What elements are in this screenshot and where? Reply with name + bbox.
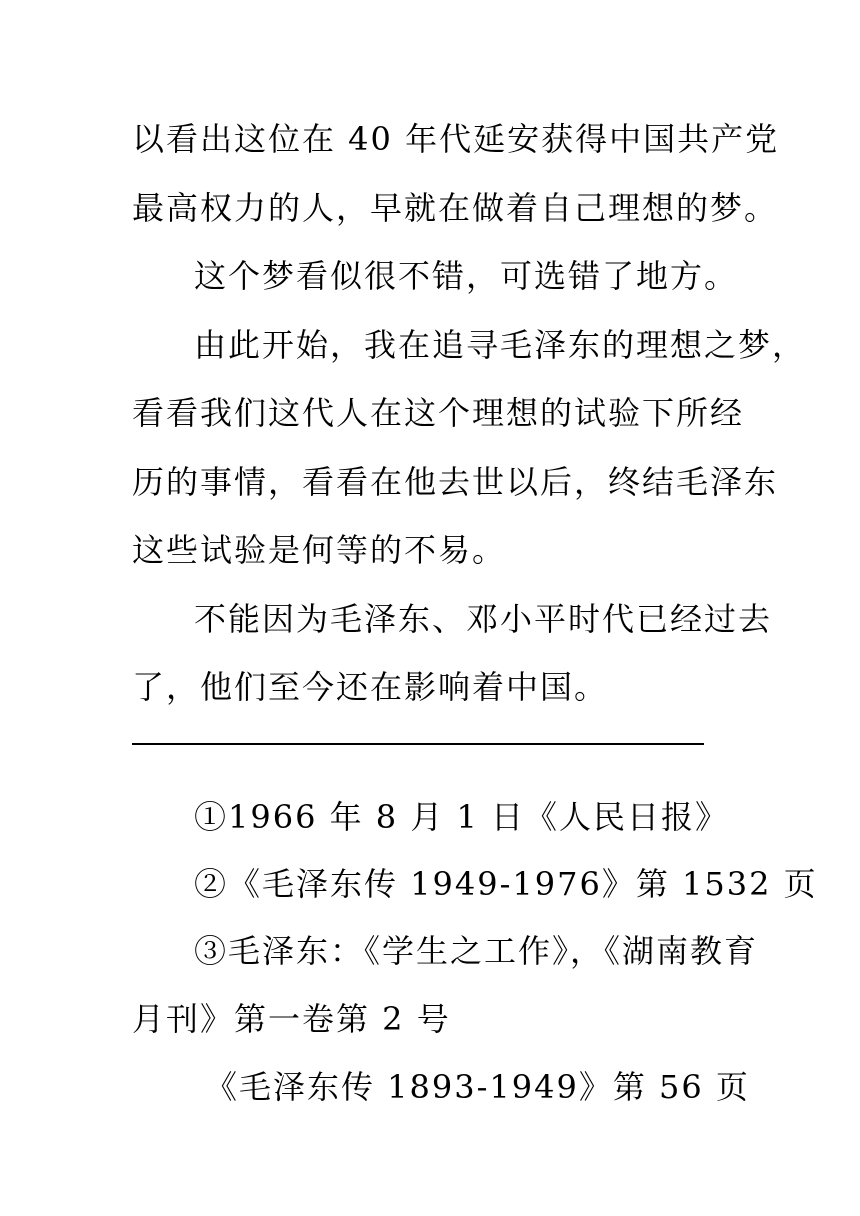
footnote-line: ①1966 年 8 月 1 日《人民日报》 [194,798,730,836]
footnote-line: ③毛泽东：《学生之工作》，《湖南教育 [194,932,759,970]
body-line: 历的事情，看看在他去世以后，终结毛泽东 [132,463,779,501]
body-line: 这些试验是何等的不易。 [132,531,507,569]
body-line: 看看我们这代人在这个理想的试验下所经 [132,394,745,432]
body-line: 以看出这位在 40 年代延安获得中国共产党 [132,120,780,158]
footnote-line: 《毛泽东传 1893-1949》第 56 页 [205,1068,750,1106]
footnote-line: 月刊》第一卷第 2 号 [132,1000,451,1038]
body-line: 了，他们至今还在影响着中国。 [132,668,609,706]
body-line: 最高权力的人，早就在做着自己理想的梦。 [132,189,779,227]
body-line: 不能因为毛泽东、邓小平时代已经过去 [194,600,773,638]
footnote-line: ②《毛泽东传 1949-1976》第 1532 页 [194,865,818,903]
footnote-separator [132,743,704,745]
body-line: 这个梦看似很不错，可选错了地方。 [194,257,739,295]
body-line: 由此开始，我在追寻毛泽东的理想之梦， [194,326,807,364]
